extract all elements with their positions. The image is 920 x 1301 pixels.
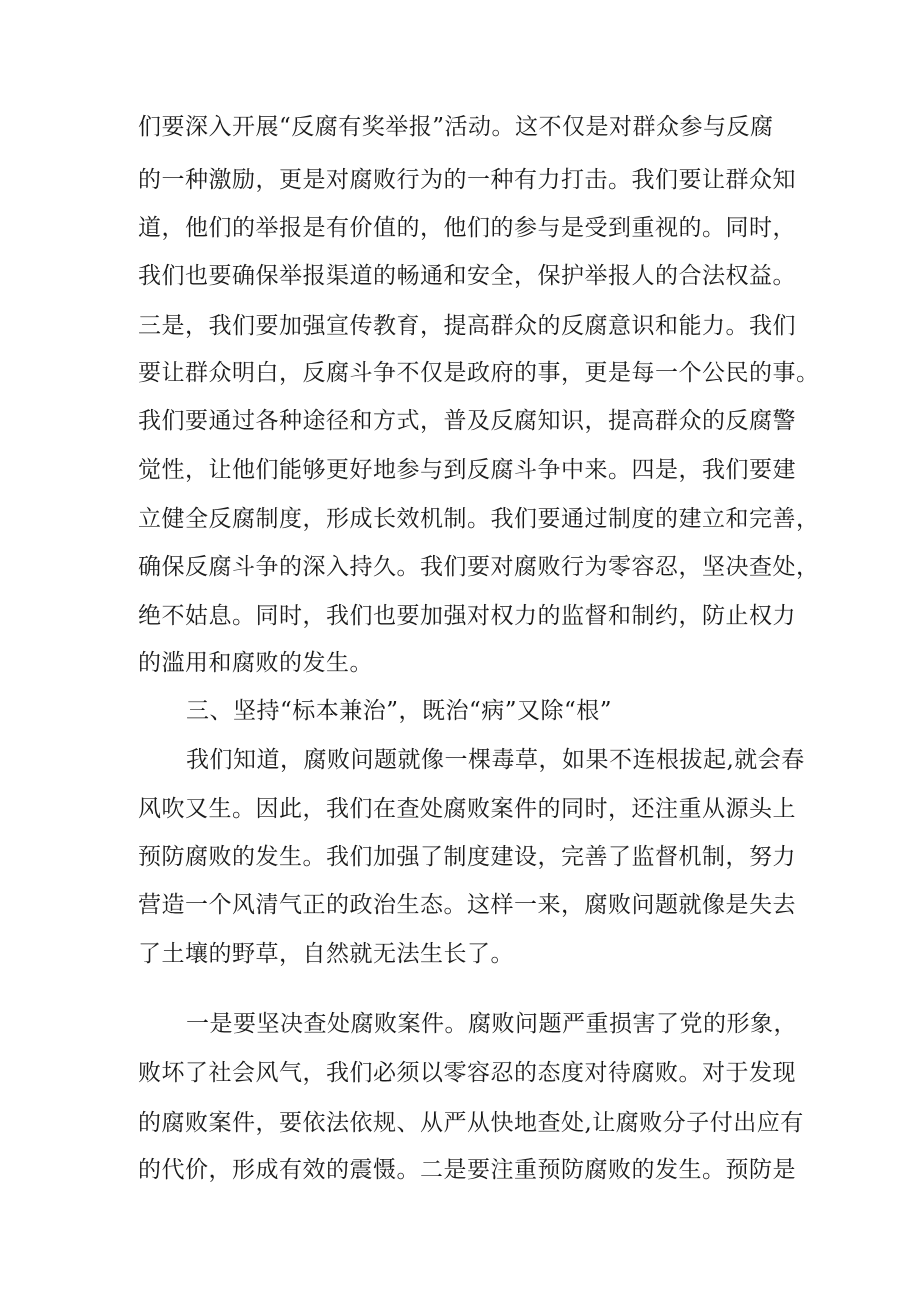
section-heading: 三、坚持“标本兼治”，既治“病”又除“根” (186, 698, 613, 724)
text-line: 了土壤的野草，自然就无法生长了。 (138, 941, 514, 967)
text-line: 我们也要确保举报渠道的畅通和安全，保护举报人的合法权益。 (138, 263, 796, 289)
text-line: 败坏了社会风气，我们必须以零容忍的态度对待腐败。对于发现 (138, 1060, 796, 1086)
text-line: 立健全反腐制度，形成长效机制。我们要通过制度的建立和完善， (138, 506, 820, 532)
text-line: 们要深入开展“反腐有奖举报”活动。这不仅是对群众参与反腐 (138, 114, 774, 140)
text-line: 一是要坚决查处腐败案件。腐败问题严重损害了党的形象， (186, 1011, 797, 1037)
text-line: 营造一个风清气正的政治生态。这样一来，腐败问题就像是失去 (138, 892, 796, 918)
text-line: 的腐败案件，要依法依规、从严从快地查处,让腐败分子付出应有 (138, 1110, 804, 1136)
text-line: 我们知道，腐败问题就像一棵毒草，如果不连根拔起,就会春 (186, 747, 805, 773)
text-line: 的滥用和腐败的发生。 (138, 650, 373, 676)
text-line: 确保反腐斗争的深入持久。我们要对腐败行为零容忍，坚决查处， (138, 554, 820, 580)
text-line: 的一种激励，更是对腐败行为的一种有力打击。我们要让群众知 (138, 167, 796, 193)
text-line: 觉性，让他们能够更好地参与到反腐斗争中来。四是，我们要建 (138, 457, 796, 483)
text-line: 要让群众明白，反腐斗争不仅是政府的事，更是每一个公民的事。 (138, 360, 820, 386)
text-line: 三是，我们要加强宣传教育，提高群众的反腐意识和能力。我们 (138, 313, 796, 339)
text-line: 风吹又生。因此，我们在查处腐败案件的同时，还注重从源头上 (138, 796, 796, 822)
text-line: 绝不姑息。同时，我们也要加强对权力的监督和制约，防止权力 (138, 603, 796, 629)
text-line: 预防腐败的发生。我们加强了制度建设，完善了监督机制，努力 (138, 844, 796, 870)
text-line: 的代价，形成有效的震慑。二是要注重预防腐败的发生。预防是 (138, 1157, 796, 1183)
text-line: 我们要通过各种途径和方式，普及反腐知识，提高群众的反腐警 (138, 408, 796, 434)
text-line: 道，他们的举报是有价值的，他们的参与是受到重视的。同时， (138, 215, 796, 241)
